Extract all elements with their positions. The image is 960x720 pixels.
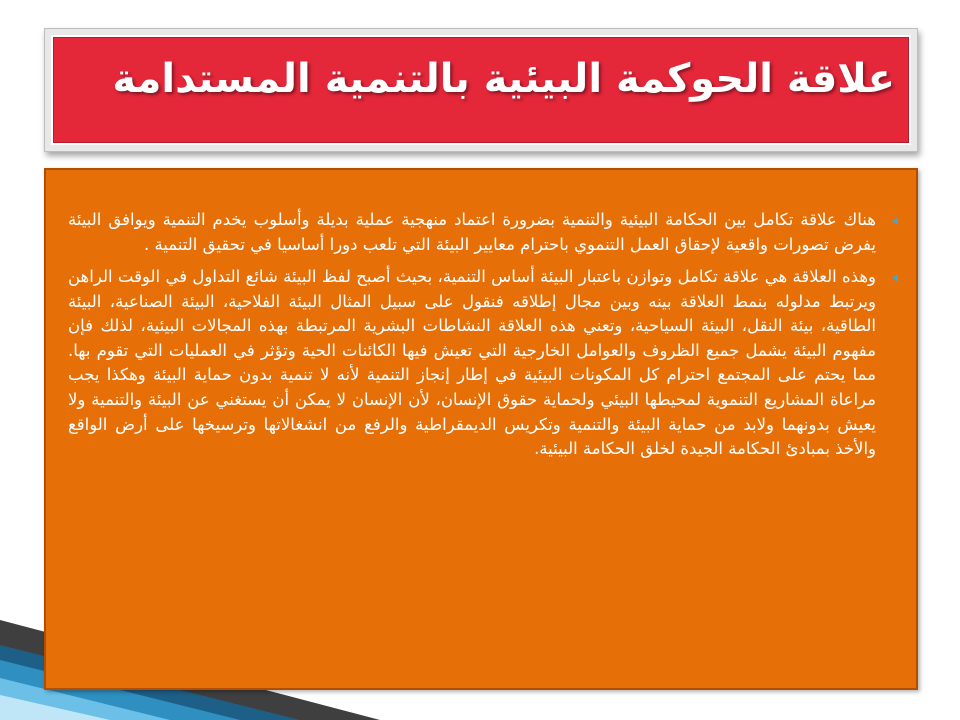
slide-title: علاقة الحوكمة البيئية بالتنمية المستدامة [112,56,895,102]
title-banner-inner [51,35,911,145]
bullet-text: هناك علاقة تكامل بين الحكامة البيئية والتنمية بضرورة اعتماد منهجية عملية بديلة وأسلوب يخدم التنمية ويوافق البيئة يفرض تصورات واقعية لإحقاق العمل التنموي باحترام معايير البيئة التي تلعب دورا أساسيا في تحقيق التنمية . [68,210,876,254]
bullet-text: وهذه العلاقة هي علاقة تكامل وتوازن باعتبار البيئة أساس التنمية، بحيث أصبح لفظ البيئة شائع التداول في الوقت الراهن ويرتبط مدلوله بنمط العلاقة بينه وبين مجال إطلاقه فنقول على سبيل المثال البيئة الفلاحية، البيئة الصناعية، البيئة الطاقية، بيئة النقل، البيئة السياحية، وتعني هذه العلاقة النشاطات البشرية المرتبطة بهذه المجالات البيئية، لذلك فإن مفهوم البيئة يشمل جميع الظروف والعوامل الخارجية التي تعيش فيها الكائنات الحية وتؤثر في العمليات التي تقوم بها. مما يحتم على المجتمع احترام كل المكونات البيئية في إطار إنجاز التنمية لأنه لا تنمية بدون حماية البيئة وهكذا يجب مراعاة المشاريع التنموية لمحيطها البيئي ولحماية حقوق الإنسان، لأن الإنسان لا يمكن أن يستغني عن البيئة والتنمية ولا يعيش بدونهما ولابد من حماية البيئة والتنمية وتكريس الديمقراطية والرفع من انشغالاتها وترسيخها على أرض الواقع والأخذ بمبادئ الحكامة الجيدة لخلق الحكامة البيئية. [68,267,876,459]
bullet-list [68,208,876,470]
title-banner [44,28,918,152]
bullet-arrow-icon [892,274,898,282]
bullet-item [68,265,876,462]
bullet-item [68,208,876,257]
bullet-arrow-icon [892,217,898,225]
content-box [44,168,918,690]
